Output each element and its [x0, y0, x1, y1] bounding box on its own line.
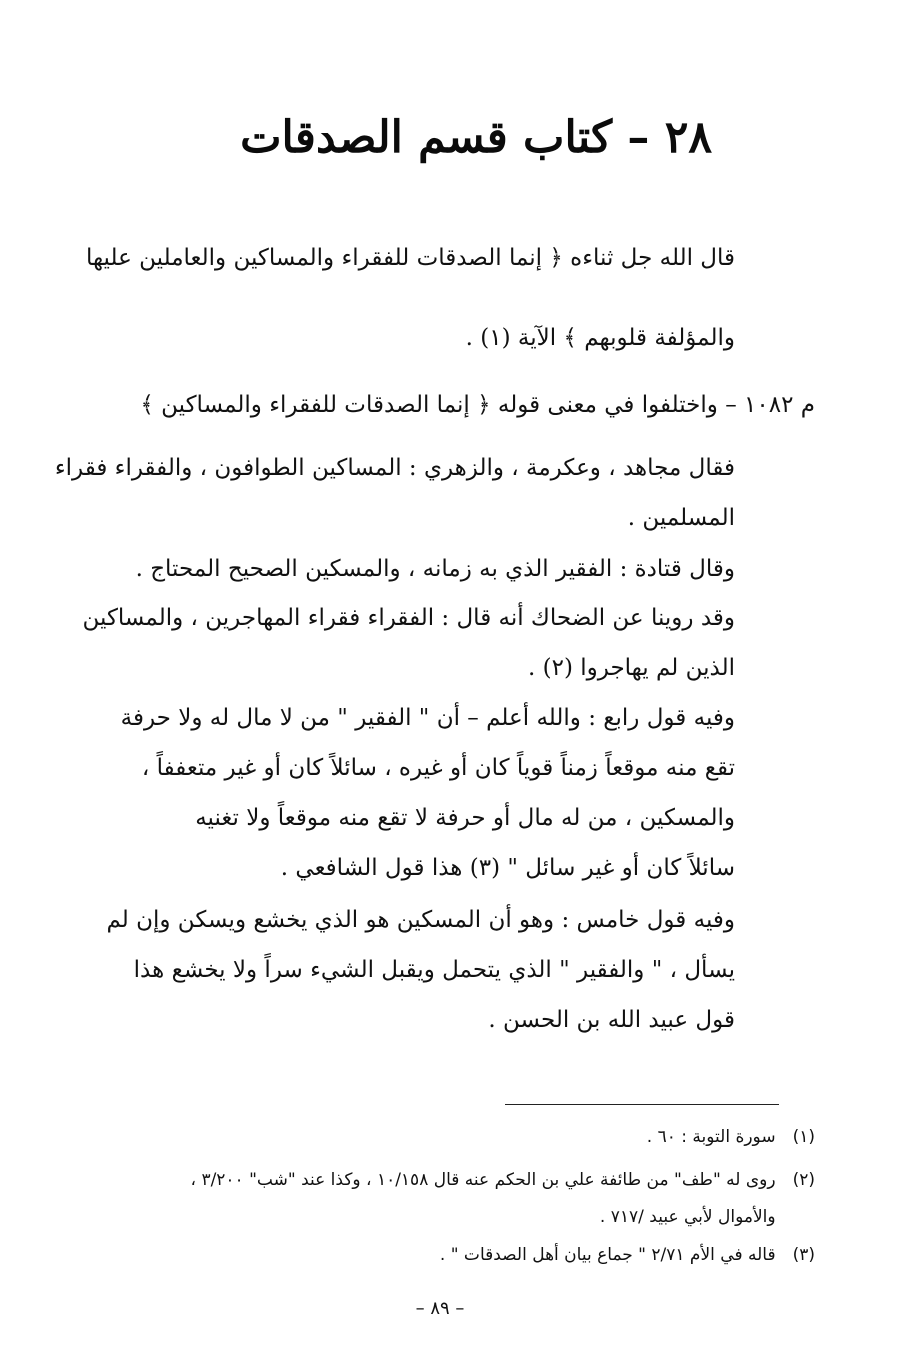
body-line-3: م ١٠٨٢ – واختلفوا في معنى قوله ﴿ إنما الصدقات للفقراء والمساكين ﴾ — [140, 392, 815, 418]
body-line-10: تقع منه موقعاً زمناً قوياً كان أو غيره ، سائلاً كان أو غير متعففاً ، — [141, 755, 735, 781]
footnote-text: سورة التوبة : ٦٠ . — [646, 1127, 776, 1147]
footnote-number: (١) — [792, 1127, 815, 1147]
body-line-9: وفيه قول رابع : والله أعلم – أن " الفقير " من لا مال له ولا حرفة — [120, 705, 735, 731]
body-line-11: والمسكين ، من له مال أو حرفة لا تقع منه موقعاً ولا تغنيه — [195, 805, 735, 831]
body-line-7: وقد روينا عن الضحاك أنه قال : الفقراء فقراء المهاجرين ، والمساكين — [82, 605, 735, 631]
body-line-5: المسلمين . — [627, 505, 735, 531]
footnote-text: روى له "طف" من طائفة علي بن الحكم عنه قال ١٠/١٥٨ ، وكذا عند "شب" ٣/٢٠٠ ، — [190, 1170, 776, 1190]
body-line-1: قال الله جل ثناءه ﴿ إنما الصدقات للفقراء والمساكين والعاملين عليها — [85, 245, 735, 271]
footnote-divider — [505, 1104, 779, 1105]
footnote-1 — [105, 1127, 815, 1147]
footnote-2-continued — [105, 1207, 815, 1227]
body-line-4: فقال مجاهد ، وعكرمة ، والزهري : المساكين الطوافون ، والفقراء فقراء — [54, 455, 735, 481]
body-line-13: وفيه قول خامس : وهو أن المسكين هو الذي يخشع ويسكن وإن لم — [106, 907, 735, 933]
body-line-15: قول عبيد الله بن الحسن . — [488, 1007, 735, 1033]
body-line-6: وقال قتادة : الفقير الذي به زمانه ، والمسكين الصحيح المحتاج . — [135, 556, 735, 582]
footnote-number: (٣) — [792, 1245, 815, 1265]
footnote-text: والأموال لأبي عبيد /٧١٧ . — [599, 1207, 776, 1227]
body-line-12: سائلاً كان أو غير سائل " (٣) هذا قول الشافعي . — [280, 855, 735, 881]
chapter-title: ٢٨ – كتاب قسم الصدقات — [240, 112, 712, 163]
footnote-3 — [105, 1245, 815, 1265]
body-line-8: الذين لم يهاجروا (٢) . — [528, 655, 735, 681]
footnote-number: (٢) — [792, 1170, 815, 1190]
footnote-2 — [105, 1170, 815, 1190]
body-line-2: والمؤلفة قلوبهم ﴾ الآية (١) . — [465, 325, 735, 351]
footnote-text: قاله في الأم ٢/٧١ " جماع بيان أهل الصدقات " . — [439, 1245, 776, 1265]
page-number: – ٨٩ – — [415, 1298, 465, 1319]
body-line-14: يسأل ، " والفقير " الذي يتحمل ويقبل الشيء سراً ولا يخشع هذا — [133, 957, 735, 983]
